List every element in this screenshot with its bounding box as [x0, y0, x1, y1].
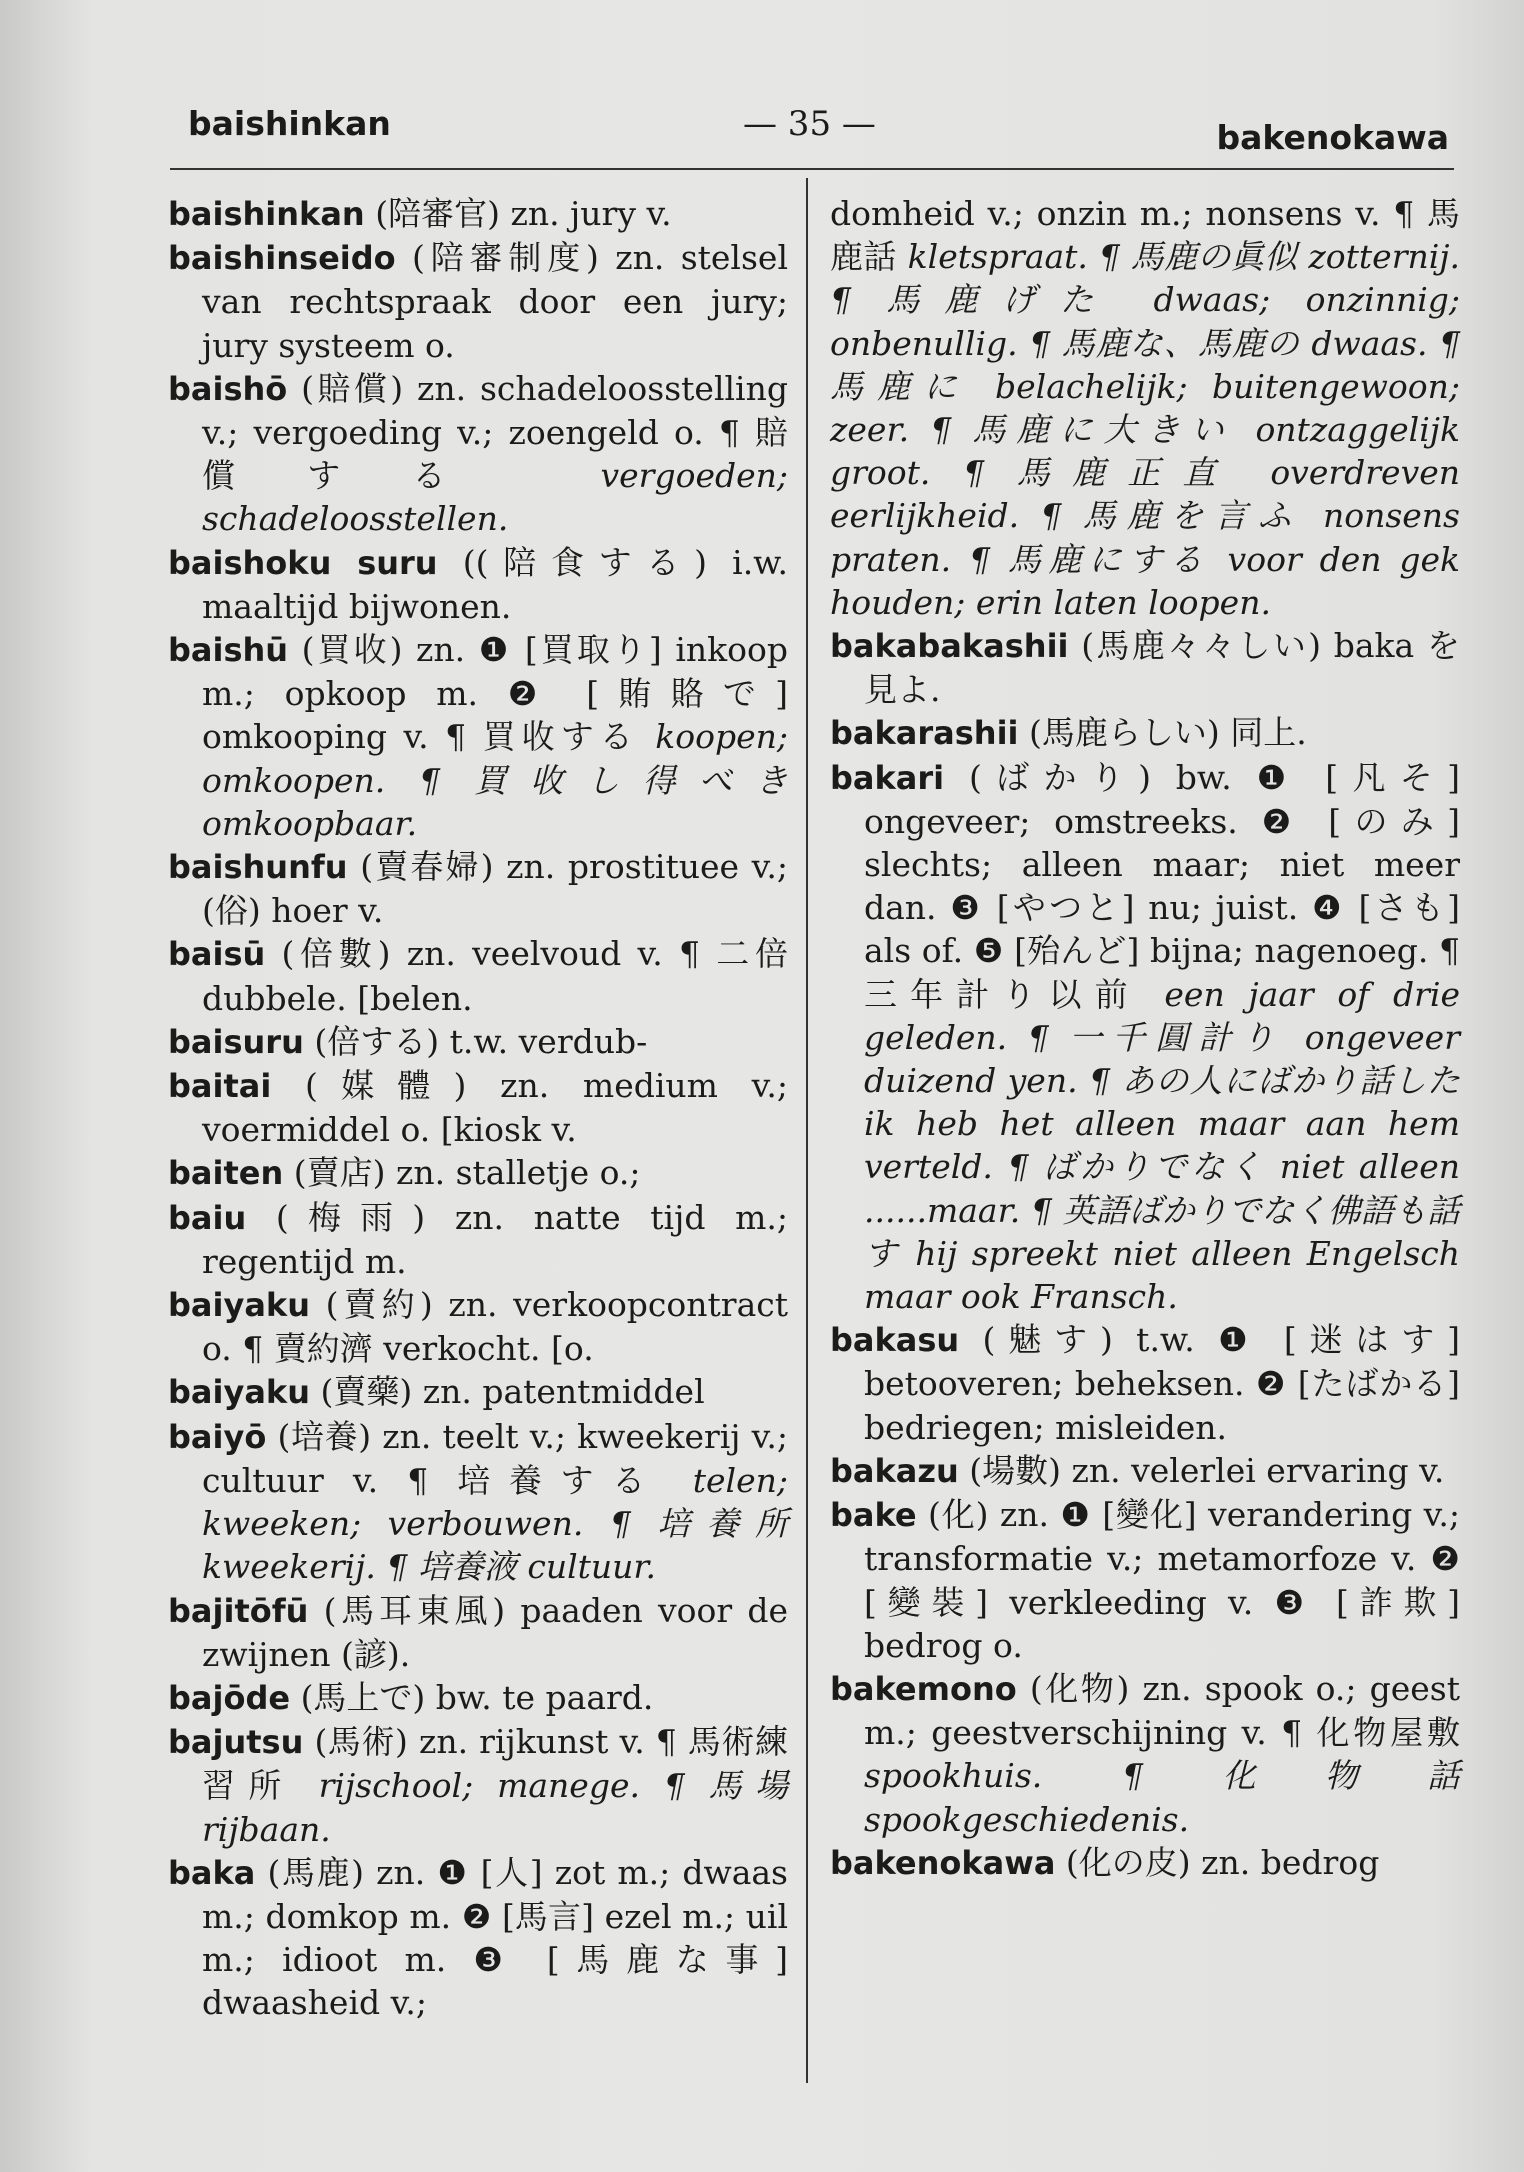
dictionary-entry — [830, 1318, 1460, 1449]
definition: (馬鹿々々しい) baka を見よ. — [864, 626, 1460, 710]
example: rijschool; manege. ¶ 馬場 rijbaan. — [202, 1766, 789, 1849]
definition: (場數) zn. velerlei ervaring v. — [969, 1450, 1445, 1490]
example: vergoeden; schadeloosstellen. — [202, 456, 788, 539]
definition: (培養) zn. teelt v.; kweekerij v.; cultuur v. ¶ 培養する — [202, 1416, 788, 1500]
dictionary-entry — [168, 1370, 788, 1414]
headword: bake — [830, 1496, 917, 1535]
definition: (馬鹿) zn. ❶ [人] zot m.; dwaas m.; domkop m. ❷ [馬言] ezel m.; uil m.; idioot m. ❸ [馬鹿な事] dwaasheid v.; — [202, 1852, 788, 2023]
dictionary-entry — [830, 624, 1460, 711]
definition: (化物) zn. spook o.; geest m.; geestverschijning v. ¶ 化物屋敷 — [864, 1668, 1460, 1753]
headword: baiten — [168, 1154, 284, 1193]
headword: bakenokawa — [830, 1843, 1056, 1882]
headword: bajutsu — [168, 1723, 304, 1762]
headword: bakemono — [830, 1669, 1017, 1708]
dictionary-entry — [830, 1493, 1460, 1667]
headword: bakabakashii — [830, 627, 1069, 666]
dictionary-entry — [168, 1196, 788, 1283]
dictionary-entry — [168, 192, 788, 236]
definition: (馬術) zn. rijkunst v. ¶ 馬術練習所 — [202, 1722, 788, 1806]
dictionary-entry — [830, 1449, 1460, 1493]
dictionary-entry — [168, 541, 788, 628]
headword: baisū — [168, 935, 266, 974]
headword: baiyaku — [168, 1373, 310, 1412]
running-head-left: baishinkan — [188, 104, 391, 143]
dictionary-entry — [168, 1589, 788, 1676]
definition: (馬上で) bw. te paard. — [300, 1677, 654, 1717]
headword: baishū — [168, 631, 289, 670]
dictionary-entry — [830, 1841, 1460, 1885]
headword: baishinkan — [168, 195, 365, 233]
definition: (陪審制度) zn. stelsel van rechtspraak door een jury; jury systeem o. — [202, 238, 788, 365]
header-rule — [170, 168, 1454, 170]
dictionary-entry — [168, 1676, 788, 1720]
headword: bakarashii — [830, 714, 1019, 753]
headword: bajōde — [168, 1678, 291, 1717]
headword: baka — [168, 1853, 256, 1892]
definition: (倍數) zn. veelvoud v. ¶ 二倍 dubbele. [belen. — [202, 934, 788, 1018]
headword: bajitōfū — [168, 1591, 309, 1630]
dictionary-entry — [168, 1020, 788, 1064]
headword: baisuru — [168, 1022, 304, 1061]
definition: (賣春婦) zn. prostituee v.; (俗) hoer v. — [202, 847, 788, 931]
definition: (魅す) t.w. ❶ [迷はす] betooveren; beheksen. ❷ [たばかる] bedriegen; misleiden. — [864, 1320, 1460, 1447]
definition: (賣店) zn. stalletje o.; — [293, 1153, 641, 1193]
left-column — [168, 192, 788, 2025]
definition: domheid v.; onzin m.; nonsens v. ¶ 馬鹿話 — [830, 194, 1460, 277]
dictionary-entry — [830, 711, 1460, 755]
definition: (梅雨) zn. natte tijd m.; regentijd m. — [202, 1197, 788, 1281]
dictionary-entry — [168, 932, 788, 1019]
dictionary-entry — [168, 1283, 788, 1370]
definition: (ばかり) bw. ❶ [凡そ] ongeveer; omstreeks. ❷ [のみ] slechts; alleen maar; niet meer dan. ❸ [やつと] nu; juist. ❹ [さも] als of. ❺ [殆んど] bijna; nagenoeg. ¶ 三年計り以前 — [864, 757, 1461, 1014]
definition: (賠償) zn. schadeloosstelling v.; vergoeding v.; zoengeld o. ¶ 賠償する — [202, 368, 788, 496]
example: koopen; omkoopen. ¶ 買收し得べき omkoopbaar. — [202, 717, 788, 843]
definition: (倍する) t.w. verdub- — [314, 1021, 648, 1061]
dictionary-entry — [830, 756, 1460, 1319]
headword: bakazu — [830, 1451, 959, 1490]
dictionary-entry — [168, 1064, 788, 1151]
definition: ((陪食する) i.w. maaltijd bijwonen. — [202, 542, 789, 626]
definition: (化の皮) zn. bedrog — [1065, 1842, 1380, 1882]
dictionary-entry — [168, 367, 788, 541]
example: telen; kweeken; verbouwen. ¶ 培養所 kweekerij. ¶ 培養液 cultuur. — [202, 1460, 789, 1587]
dictionary-entry — [168, 236, 788, 367]
headword: bakasu — [830, 1321, 960, 1360]
headword: baiyaku — [168, 1286, 310, 1325]
dictionary-entry — [168, 1851, 788, 2025]
dictionary-entry — [830, 1667, 1460, 1841]
dictionary-entry — [168, 1720, 788, 1851]
headword: baishō — [168, 369, 288, 408]
page-number: — 35 — — [743, 104, 876, 144]
definition: (陪審官) zn. jury v. — [375, 194, 672, 233]
running-head — [188, 100, 1449, 160]
example: spookhuis. ¶ 化物話 spookgeschiedenis. — [864, 1756, 1460, 1839]
right-column — [830, 192, 1460, 1885]
definition: (買收) zn. ❶ [買取り] inkoop m.; opkoop m. ❷ [賄賂で] omkooping v. ¶ 買收する — [202, 630, 788, 757]
dictionary-entry — [168, 1415, 788, 1589]
column-divider — [806, 178, 808, 2083]
headword: baishinseido — [168, 239, 396, 278]
example: een jaar of drie geleden. ¶ 一千圓計り ongeveer duizend yen. ¶ あの人にばかり話した ik heb het alleen maar aan hem verteld. ¶ ばかりでなく niet alleen ......maar. ¶ 英語ばかりでなく佛語も話す hij spreekt niet alleen Engelsch maar ook Fransch. — [864, 974, 1460, 1317]
definition: (賣約) zn. verkoopcontract o. ¶ 賣約濟 verkocht. [o. — [202, 1285, 788, 1369]
definition: (媒體) zn. medium v.; voermiddel o. [kiosk v. — [202, 1066, 788, 1150]
headword: baitai — [168, 1067, 272, 1106]
headword: baishunfu — [168, 848, 348, 887]
headword: baishoku suru — [168, 543, 438, 582]
dictionary-entry — [168, 845, 788, 932]
definition: (賣藥) zn. patentmiddel — [320, 1372, 705, 1412]
headword: baiu — [168, 1198, 247, 1237]
headword: baiyō — [168, 1417, 267, 1456]
running-head-right: bakenokawa — [1216, 118, 1449, 157]
headword: bakari — [830, 758, 945, 797]
definition: (化) zn. ❶ [變化] verandering v.; transformatie v.; metamorfoze v. ❷ [變裝] verkleeding v. ❸ [詐欺] bedrog o. — [864, 1495, 1461, 1665]
definition: (馬鹿らしい) 同上. — [1029, 713, 1307, 753]
definition: (馬耳東風) paaden voor de zwijnen (諺). — [202, 1590, 788, 1674]
entry-continuation — [830, 192, 1460, 624]
dictionary-entry — [168, 628, 788, 845]
dictionary-entry — [168, 1151, 788, 1195]
example: kletspraat. ¶ 馬鹿の眞似 zotternij. ¶ 馬鹿げた dwaas; onzinnig; onbenullig. ¶ 馬鹿な、馬鹿の dwaas. ¶ 馬鹿に belachelijk; buitengewoon; zeer. ¶ 馬鹿に大きい ontzaggelijk groot. ¶ 馬鹿正直 overdreven eerlijkheid. ¶ 馬鹿を言ふ nonsens praten. ¶ 馬鹿にする voor den gek houden; erin laten loopen. — [830, 237, 1461, 622]
